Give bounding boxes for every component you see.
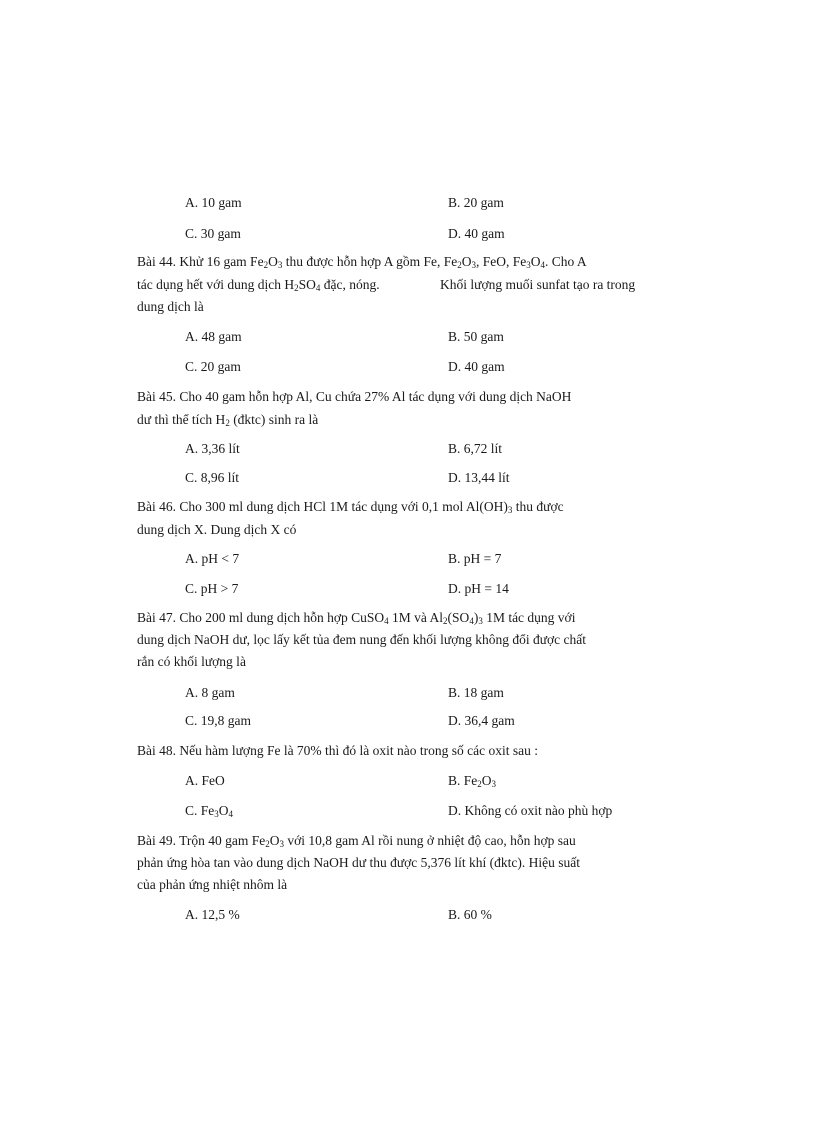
q47-option-c: C. 19,8 gam [185, 713, 251, 728]
q45-option-d: D. 13,44 lít [448, 470, 510, 485]
q48-option-c: C. $Fe_3O_4$ [185, 803, 234, 819]
q46-option-b: B. pH = 7 [448, 551, 502, 566]
q48-option-d: D. Không có oxit nào phù hợp [448, 803, 613, 818]
question-45-line-2: dư thì thể tích $H_2$ (đktc) sinh ra là [137, 412, 319, 428]
option-a: A. 10 gam [185, 195, 242, 210]
question-45-line-1: Bài 45. Cho 40 gam hỗn hợp Al, Cu chứa 27% Al tác dụng với dung dịch NaOH [137, 389, 572, 404]
q47-option-b: B. 18 gam [448, 685, 504, 700]
question-44-line-3: dung dịch là [137, 299, 204, 314]
q48-option-b: B. $Fe_2O_3$ [448, 773, 497, 789]
q46-option-d: D. pH = 14 [448, 581, 509, 596]
question-46-line-2: dung dịch X. Dung dịch X có [137, 522, 297, 537]
option-d: D. 40 gam [448, 226, 505, 241]
question-49-line-1: Bài 49. Trộn 40 gam $Fe_2O_3$ với 10,8 gam Al rồi nung ở nhiệt độ cao, hỗn hợp sau [137, 833, 576, 849]
question-47-line-3: rắn có khối lượng là [137, 654, 246, 669]
option-c: C. 30 gam [185, 226, 241, 241]
q49-option-b: B. 60 % [448, 907, 492, 922]
question-47-line-2: dung dịch NaOH dư, lọc lấy kết tủa đem nung đến khối lượng không đổi được chất [137, 632, 587, 647]
question-49-line-3: của phản ứng nhiệt nhôm là [137, 877, 288, 892]
q46-option-a: A. pH < 7 [185, 551, 240, 566]
question-44-line-1: Bài 44. Khử 16 gam $Fe_2O_3$ thu được hỗn hợp A gồm Fe, $Fe_2O_3$, FeO, $Fe_3O_4$. Cho A [137, 254, 587, 270]
q47-option-d: D. 36,4 gam [448, 713, 515, 728]
q46-option-c: C. pH > 7 [185, 581, 239, 596]
question-47-line-1: Bài 47. Cho 200 ml dung dịch hỗn hợp CuSO$_4$ 1M và $Al_2(SO_4)_3$ 1M tác dụng với [137, 610, 576, 626]
q44-option-d: D. 40 gam [448, 359, 505, 374]
question-44-line-2: tác dụng hết với dung dịch $H_2SO_4$ đặc, nóng. [137, 277, 380, 293]
option-b: B. 20 gam [448, 195, 504, 210]
q44-option-c: C. 20 gam [185, 359, 241, 374]
question-44-line-2-right: Khối lượng muối sunfat tạo ra trong [440, 277, 636, 292]
q48-option-a: A. FeO [185, 773, 225, 788]
q44-option-a: A. 48 gam [185, 329, 242, 344]
question-49-line-2: phản ứng hòa tan vào dung dịch NaOH dư thu được 5,376 lít khí (đktc). Hiệu suất [137, 855, 581, 870]
q45-option-a: A. 3,36 lít [185, 441, 240, 456]
q45-option-b: B. 6,72 lít [448, 441, 503, 456]
q47-option-a: A. 8 gam [185, 685, 235, 700]
q44-option-b: B. 50 gam [448, 329, 504, 344]
q45-option-c: C. 8,96 lít [185, 470, 240, 485]
q49-option-a: A. 12,5 % [185, 907, 240, 922]
question-48-line-1: Bài 48. Nếu hàm lượng Fe là 70% thì đó là oxit nào trong số các oxit sau : [137, 743, 539, 758]
question-46-line-1: Bài 46. Cho 300 ml dung dịch HCl 1M tác dụng với 0,1 mol $Al(OH)_3$ thu được [137, 499, 564, 515]
